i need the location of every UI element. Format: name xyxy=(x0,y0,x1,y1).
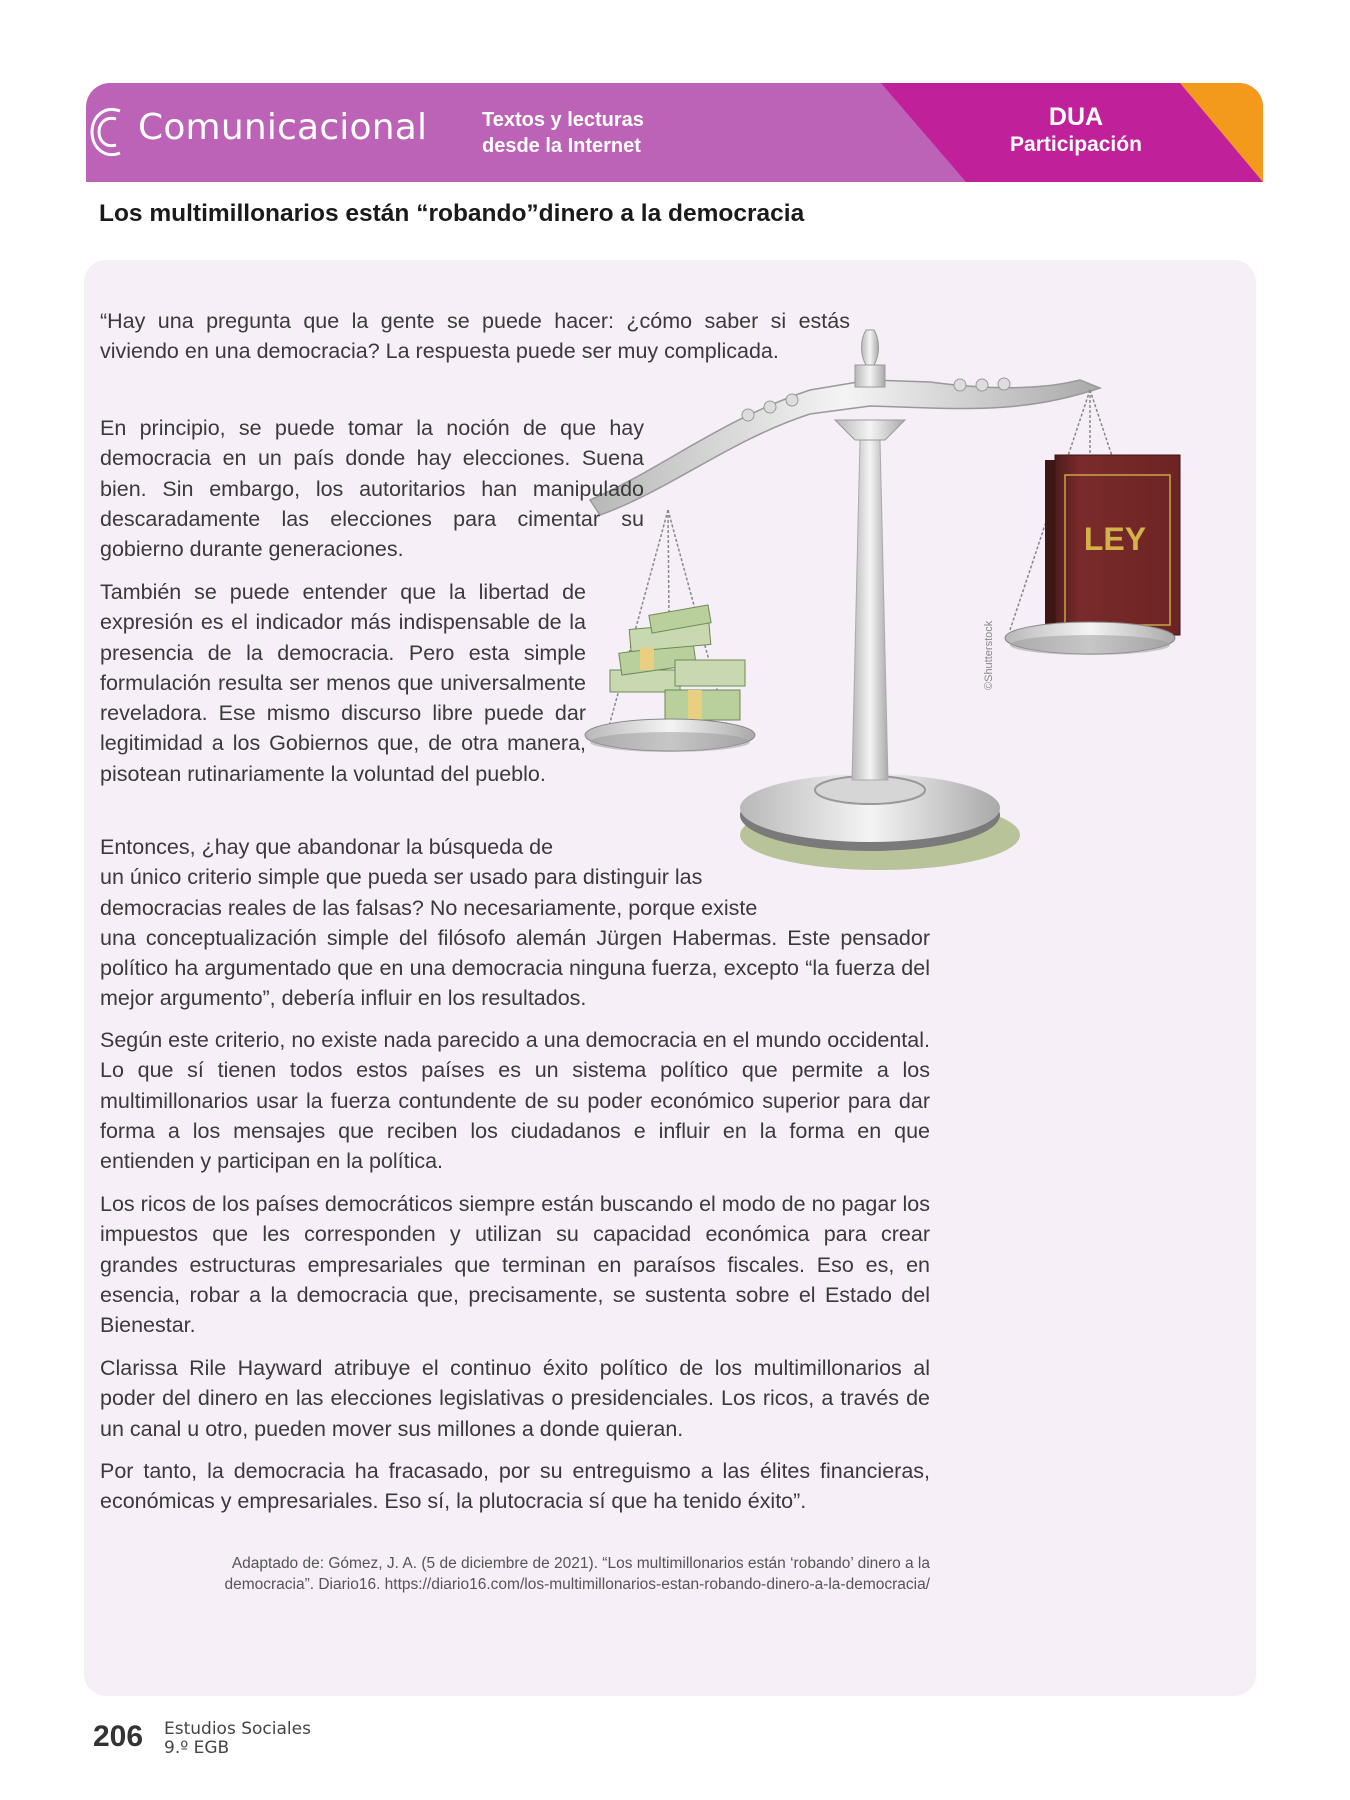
paragraph-1: “Hay una pregunta que la gente se puede hacer: ¿cómo saber si estás viviendo en una democracia? La respuesta puede ser muy complicada. xyxy=(100,309,850,364)
scale-of-justice-illustration xyxy=(570,310,1270,880)
source-line-2: democracia”. Diario16. https://diario16.com/los-multimillonarios-estan-robando-dinero-a-la-democracia/ xyxy=(224,1576,930,1593)
section-subtitle xyxy=(482,107,644,159)
subtitle-line-2: desde la Internet xyxy=(482,135,641,157)
subject-name: Estudios Sociales xyxy=(164,1719,311,1739)
footer-subject xyxy=(164,1720,311,1758)
paragraph-5: Según este criterio, no existe nada parecido a una democracia en el mundo occidental. Lo que sí tienen todos estos países es un sistema político que permite a los multimillonarios usar la fuerza contundente de su poder económico superior para dar forma a los mensajes que reciben los ciudadanos e influir en la forma en que entienden y participan en la política. xyxy=(100,1028,930,1174)
grade-level: 9.º EGB xyxy=(164,1738,230,1758)
source-citation xyxy=(120,1553,930,1595)
paragraph-4-line-1: Entonces, ¿hay que abandonar la búsqueda de xyxy=(100,835,554,859)
comunicacional-logo-icon xyxy=(86,99,130,165)
subtitle-line-1: Textos y lecturas xyxy=(482,109,644,131)
paragraph-4-rest: una conceptualización simple del filósofo alemán Jürgen Habermas. Este pensador político ha argumentado que en una democracia ninguna fuerza, excepto “la fuerza del mejor argumento”, debería influir en los resultados. xyxy=(100,925,930,1011)
paragraph-4-line-2: un único criterio simple que pueda ser usado para distinguir las xyxy=(100,865,703,890)
paragraph-4-line-3: democracias reales de las falsas? No necesariamente, porque existe xyxy=(100,895,758,920)
paragraph-7: Clarissa Rile Hayward atribuye el continuo éxito político de los multimillonarios al poder del dinero en las elecciones legislativas o presidenciales. Los ricos, a través de un canal u otro, pueden mover sus millones a donde quieran. xyxy=(100,1356,930,1441)
book-label: LEY xyxy=(1083,521,1147,557)
source-line-1: Adaptado de: Gómez, J. A. (5 de diciembre de 2021). “Los multimillonarios están ‘robando’ dinero a la xyxy=(231,1555,930,1572)
dua-title: DUA xyxy=(1048,103,1104,131)
law-book-icon xyxy=(1045,455,1180,640)
paragraph-8: Por tanto, la democracia ha fracasado, por su entreguismo a las élites financieras, económicas y empresariales. Eso sí, la plutocracia sí que ha tenido éxito”. xyxy=(100,1459,930,1514)
paragraph-2: En principio, se puede tomar la noción de que hay democracia en un país donde hay elecciones. Suena bien. Sin embargo, los autoritarios han manipulado descaradamente las elecciones para cimentar su gobierno durante generaciones. xyxy=(100,416,644,562)
article-title: Los multimillonarios están “robando”dinero a la democracia xyxy=(99,200,805,227)
section-banner xyxy=(86,83,1263,182)
money-stacks xyxy=(610,605,745,720)
dua-subtitle: Participación xyxy=(1010,133,1142,156)
image-credit: ©Shutterstock xyxy=(983,620,995,690)
paragraph-6: Los ricos de los países democráticos siempre están buscando el modo de no pagar los impuestos que les corresponden y utilizan su capacidad económica para crear grandes estructuras empresariales que terminan en paraísos fiscales. Eso es, en esencia, robar a la democracia que, precisamente, se sustenta sobre el Estado del Bienestar. xyxy=(100,1192,930,1338)
paragraph-4 xyxy=(100,832,930,1014)
paragraph-3: También se puede entender que la libertad de expresión es el indicador más indispensable de la presencia de la democracia. Pero esta simple formulación resulta ser menos que universalmente reveladora. Ese mismo discurso libre puede dar legitimidad a los Gobiernos que, de otra manera, pisotean rutinariamente la voluntad del pueblo. xyxy=(100,580,586,786)
brand-name: Comunicacional xyxy=(138,107,428,148)
page-number: 206 xyxy=(93,1720,144,1753)
dua-badge xyxy=(986,103,1166,159)
